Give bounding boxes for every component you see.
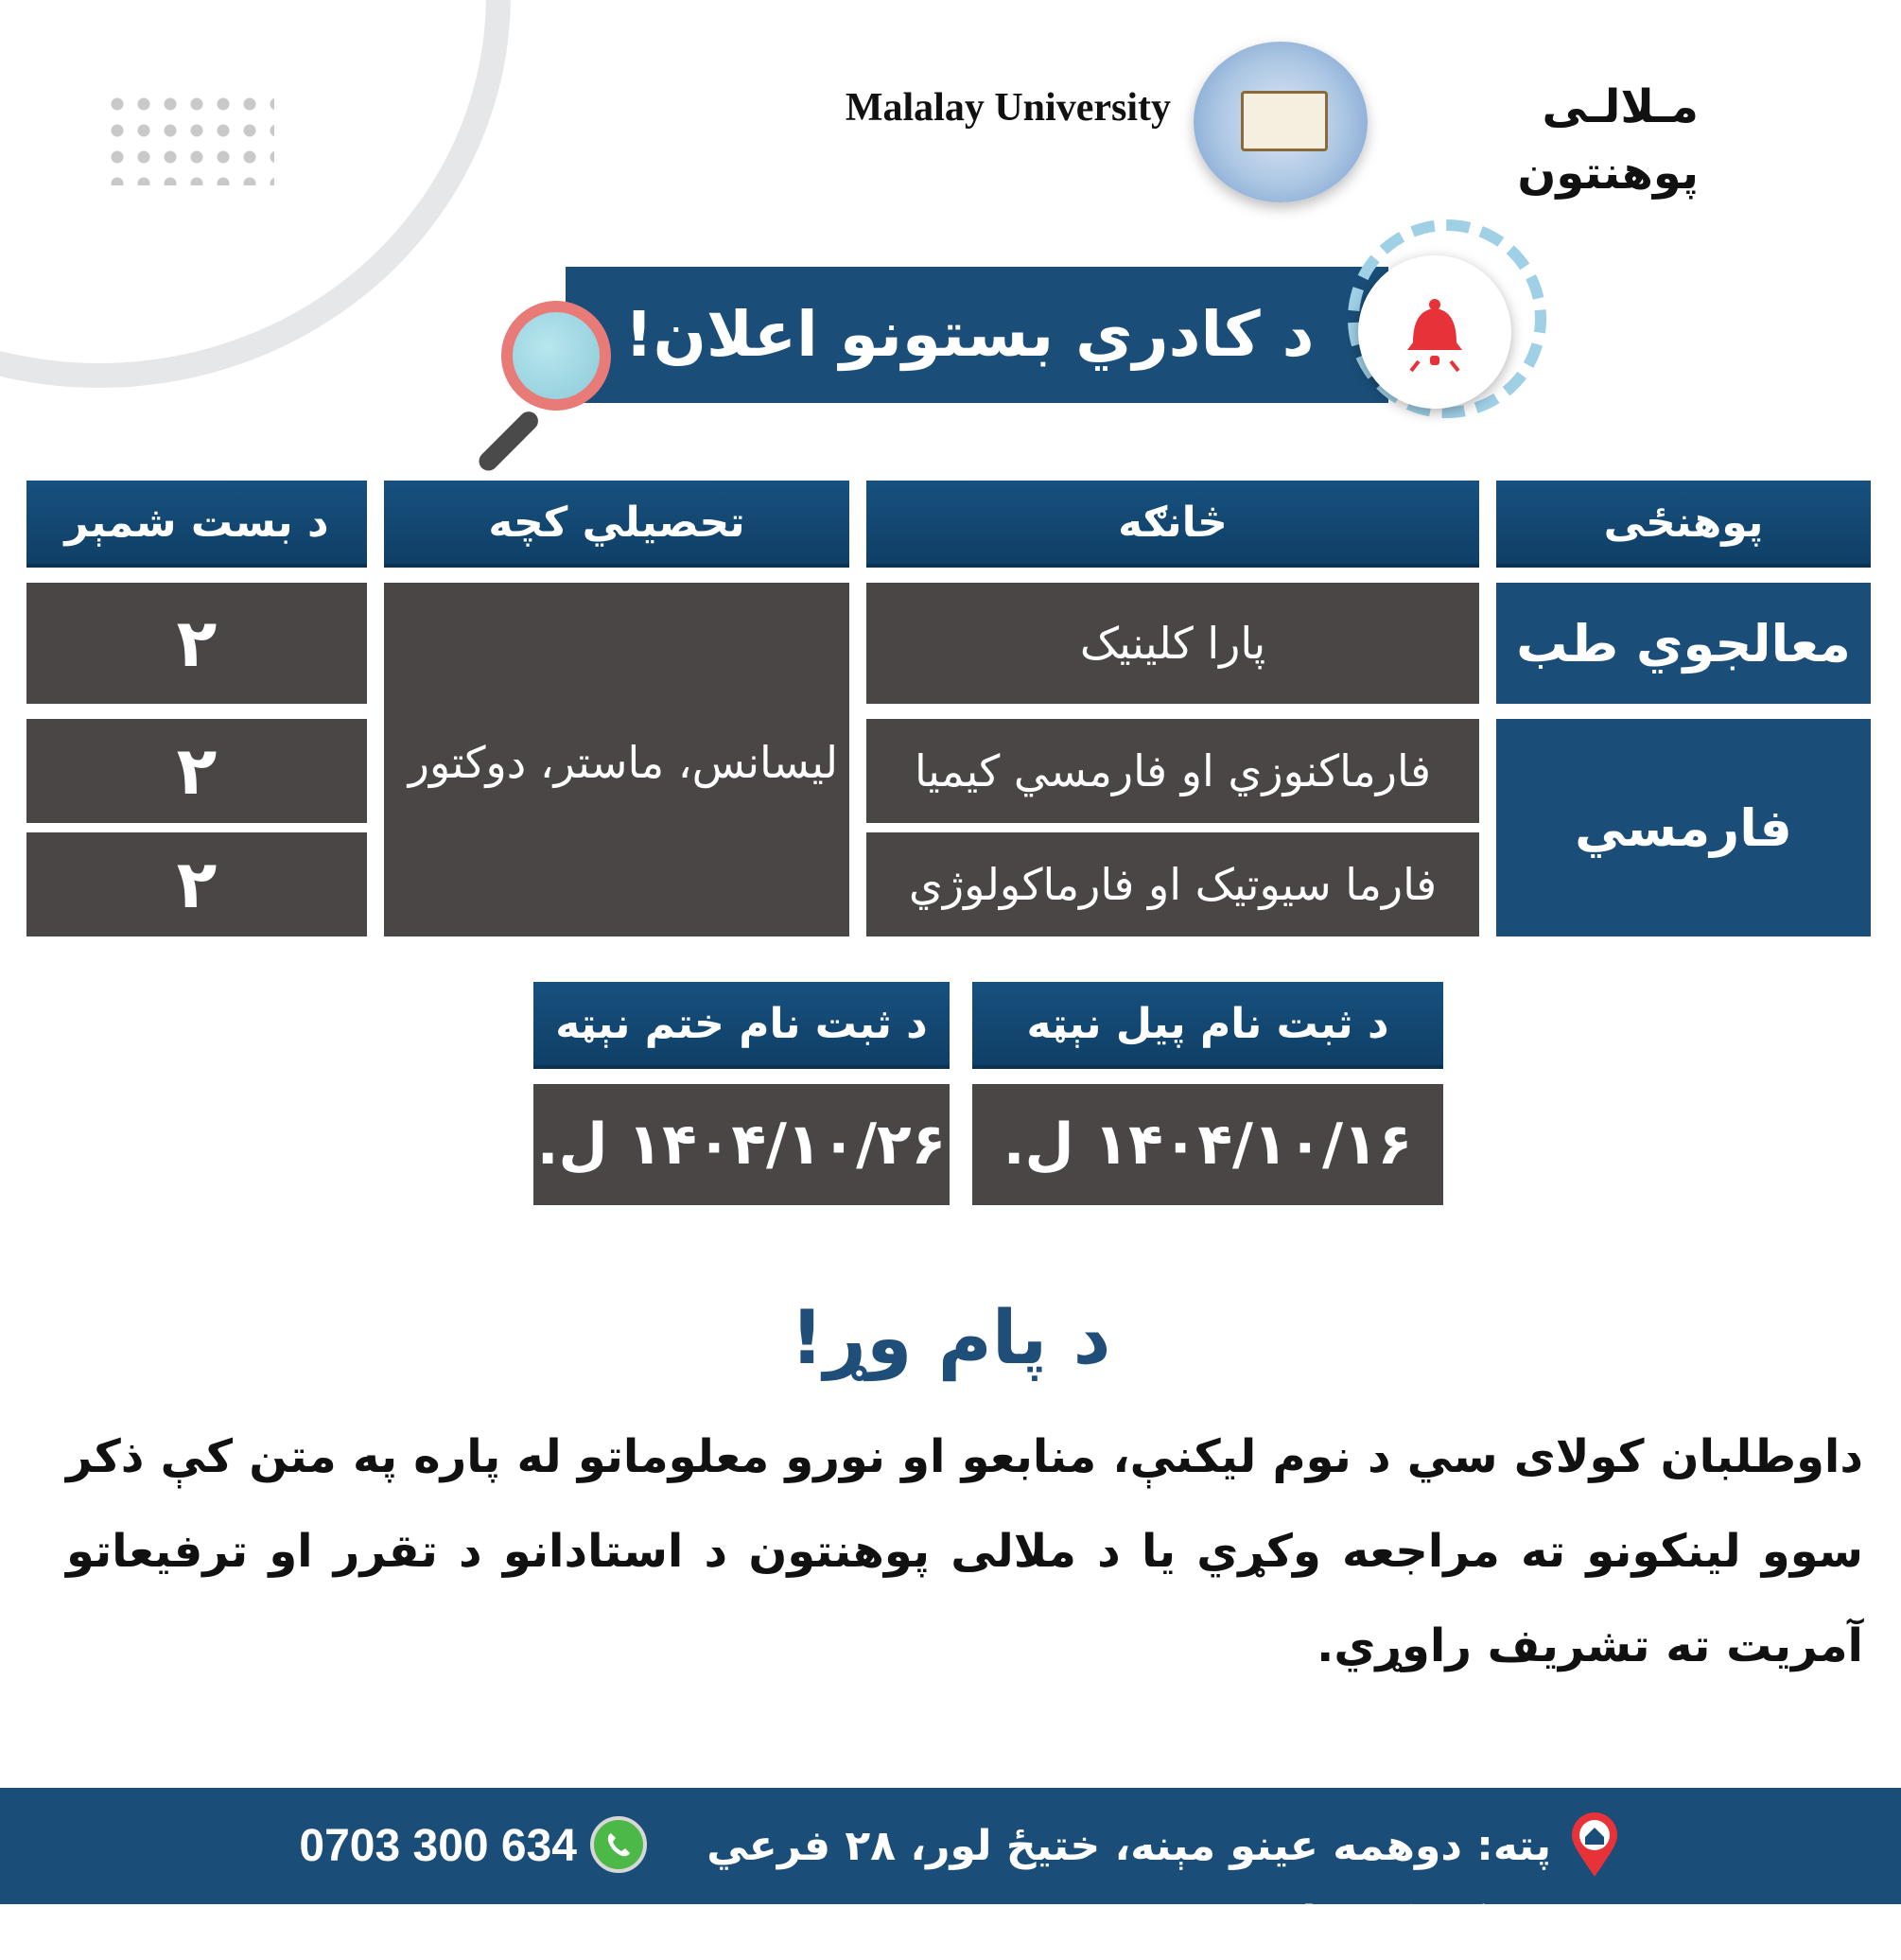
header-education-level: تحصیلي کچه <box>384 481 849 564</box>
faculty-cell: فارمسي <box>1496 719 1871 936</box>
university-name-ps: مـلالـی پوهنتون <box>1517 80 1699 200</box>
header-faculty: پوهنځی <box>1496 481 1871 564</box>
department-cell: پارا کلینیک <box>866 583 1479 704</box>
registration-end-label: د ثبت نام ختم نېټه <box>533 982 950 1065</box>
university-name-en: Malalay University <box>845 86 1171 130</box>
education-level-text: لیسانس، ماستر، دوکتور <box>408 737 838 788</box>
faculty-cell: معالجوي طب <box>1496 583 1871 704</box>
registration-end-value: ۱۴۰۴/۱۰/۲۶ ل. <box>533 1084 950 1205</box>
department-cell: فارما سیوتیک او فارماکولوژي <box>866 832 1479 936</box>
education-level-cell <box>384 583 849 936</box>
post-count-cell: ۲ <box>26 583 367 704</box>
announcement-title: د کادري بستونو اعلان! <box>624 298 1315 371</box>
post-count-cell: ۲ <box>26 719 367 823</box>
registration-start-label: د ثبت نام پیل نېټه <box>972 982 1443 1065</box>
book-icon <box>1241 91 1328 151</box>
post-count-cell: ۲ <box>26 832 367 936</box>
registration-start-value: ۱۴۰۴/۱۰/۱۶ ل. <box>972 1084 1443 1205</box>
dots-pattern-icon <box>104 91 274 185</box>
footer-phone[interactable]: 0703 300 634 <box>299 1821 577 1871</box>
decorative-arc <box>0 0 511 388</box>
university-logo <box>1194 42 1368 202</box>
notice-body: داوطلبان کولای سي د نوم لیکنې، منابعو او نورو معلوماتو له پاره په متن کې ذکر سوو لینکونو ته مراجعه وکړي یا د ملالی پوهنتون د استادانو د تقرر او ترفیعاتو آمریت ته تشریف راوړي. <box>66 1430 1863 1672</box>
header-department: څانګه <box>866 481 1479 564</box>
header-post-count: د بست شمېر <box>26 481 367 564</box>
magnifier-icon <box>501 301 611 411</box>
whatsapp-phone-icon[interactable] <box>590 1816 647 1873</box>
magnifier-handle <box>475 408 542 475</box>
bell-icon <box>1358 255 1511 409</box>
department-cell: فارماکنوزي او فارمسي کیمیا <box>866 719 1479 823</box>
location-home-icon <box>1568 1812 1621 1879</box>
footer-address: پته: دوهمه عینو مېنه، ختیځ لور، ۲۸ فرعي سړک. کندهار. <box>706 1822 1551 1946</box>
notice-heading: د پام وړ! <box>790 1296 1111 1381</box>
